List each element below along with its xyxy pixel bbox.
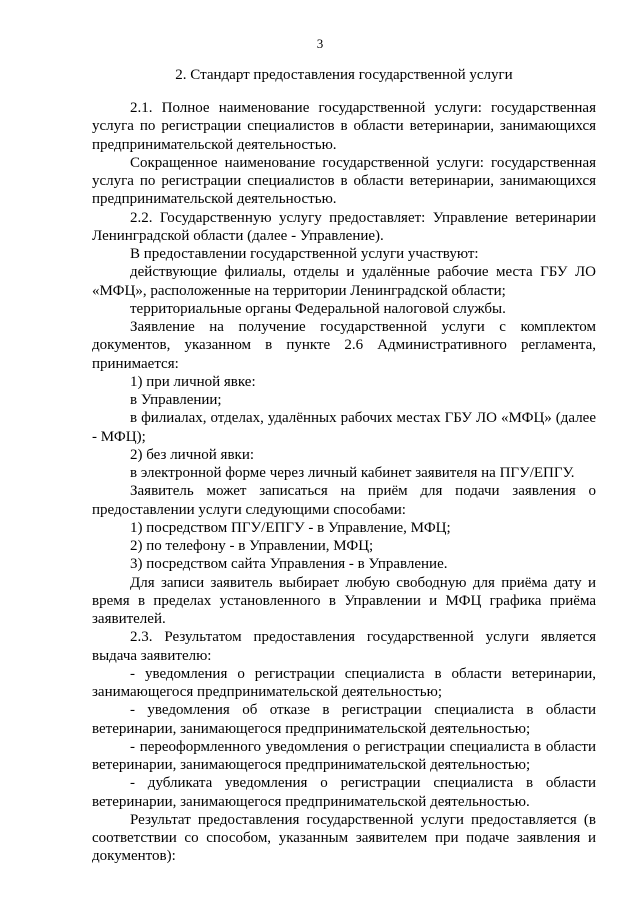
page-number: 3 [316, 36, 324, 51]
document-body [92, 99, 596, 866]
section-title: 2. Стандарт предоставления государственной услуги [175, 67, 513, 83]
list-item-in-person: 1) при личной явке: [130, 373, 256, 390]
list-item-in-branches: в филиалах, отделах, удалённых рабочих местах ГБУ ЛО «МФЦ» (далее - МФЦ); [92, 410, 596, 445]
list-item-result-refusal: - уведомления об отказе в регистрации специалиста в области ветеринарии, занимающегося предпринимательской деятельностью; [92, 702, 596, 737]
list-item-appointment-phone: 2) по телефону - в Управлении, МФЦ; [130, 538, 374, 554]
paragraph-2-1-full-name: 2.1. Полное наименование государственной услуги: государственная услуга по регистрации специалистов в области ветеринарии, занимающихся предпринимательской деятельностью. [92, 100, 596, 153]
list-item-result-reissued: - переоформленного уведомления о регистрации специалиста в области ветеринарии, занимающегося предпринимательской деятельностью; [92, 738, 596, 773]
list-item-in-department: в Управлении; [130, 392, 222, 408]
list-item-appointment-website: 3) посредством сайта Управления - в Управление. [130, 556, 448, 573]
paragraph-2-2-provider: 2.2. Государственную услугу предоставляет: Управление ветеринарии Ленинградской области (далее - Управление). [92, 209, 596, 244]
paragraph-result-delivery: Результат предоставления государственной услуги предоставляется (в соответствии со способом, указанным заявителем при подаче заявления и документов): [92, 811, 596, 865]
list-item-result-duplicate: - дубликата уведомления о регистрации специалиста в области ветеринарии, занимающегося предпринимательской деятельностью. [92, 775, 596, 810]
paragraph-application-accepted: Заявление на получение государственной услуги с комплектом документов, указанном в пункте 2.6 Административного регламента, принимается: [92, 319, 596, 372]
list-item-remote: 2) без личной явки: [130, 446, 255, 463]
paragraph-appointment-date: Для записи заявитель выбирает любую свободную для приёма дату и время в пределах установленного в Управлении и МФЦ графика приёма заявителей. [92, 574, 596, 627]
paragraph-participant-tax: территориальные органы Федеральной налоговой службы. [130, 300, 506, 317]
paragraph-2-3-result: 2.3. Результатом предоставления государственной услуги является выдача заявителю: [92, 629, 596, 664]
paragraph-participant-mfc: действующие филиалы, отделы и удалённые рабочие места ГБУ ЛО «МФЦ», расположенные на территории Ленинградской области; [92, 264, 596, 299]
list-item-appointment-portal: 1) посредством ПГУ/ЕПГУ - в Управление, МФЦ; [130, 519, 451, 536]
paragraph-appointment-methods: Заявитель может записаться на приём для подачи заявления о предоставлении услуги следующими способами: [92, 483, 596, 518]
paragraph-short-name: Сокращенное наименование государственной услуги: государственная услуга по регистрации специалистов в области ветеринарии, занимающихся предпринимательской деятельностью. [92, 154, 596, 208]
list-item-result-registration: - уведомления о регистрации специалиста в области ветеринарии, занимающегося предпринимательской деятельностью; [92, 665, 596, 700]
paragraph-participants-intro: В предоставлении государственной услуги участвуют: [130, 246, 479, 262]
list-item-electronic: в электронной форме через личный кабинет заявителя на ПГУ/ЕПГУ. [130, 465, 575, 481]
